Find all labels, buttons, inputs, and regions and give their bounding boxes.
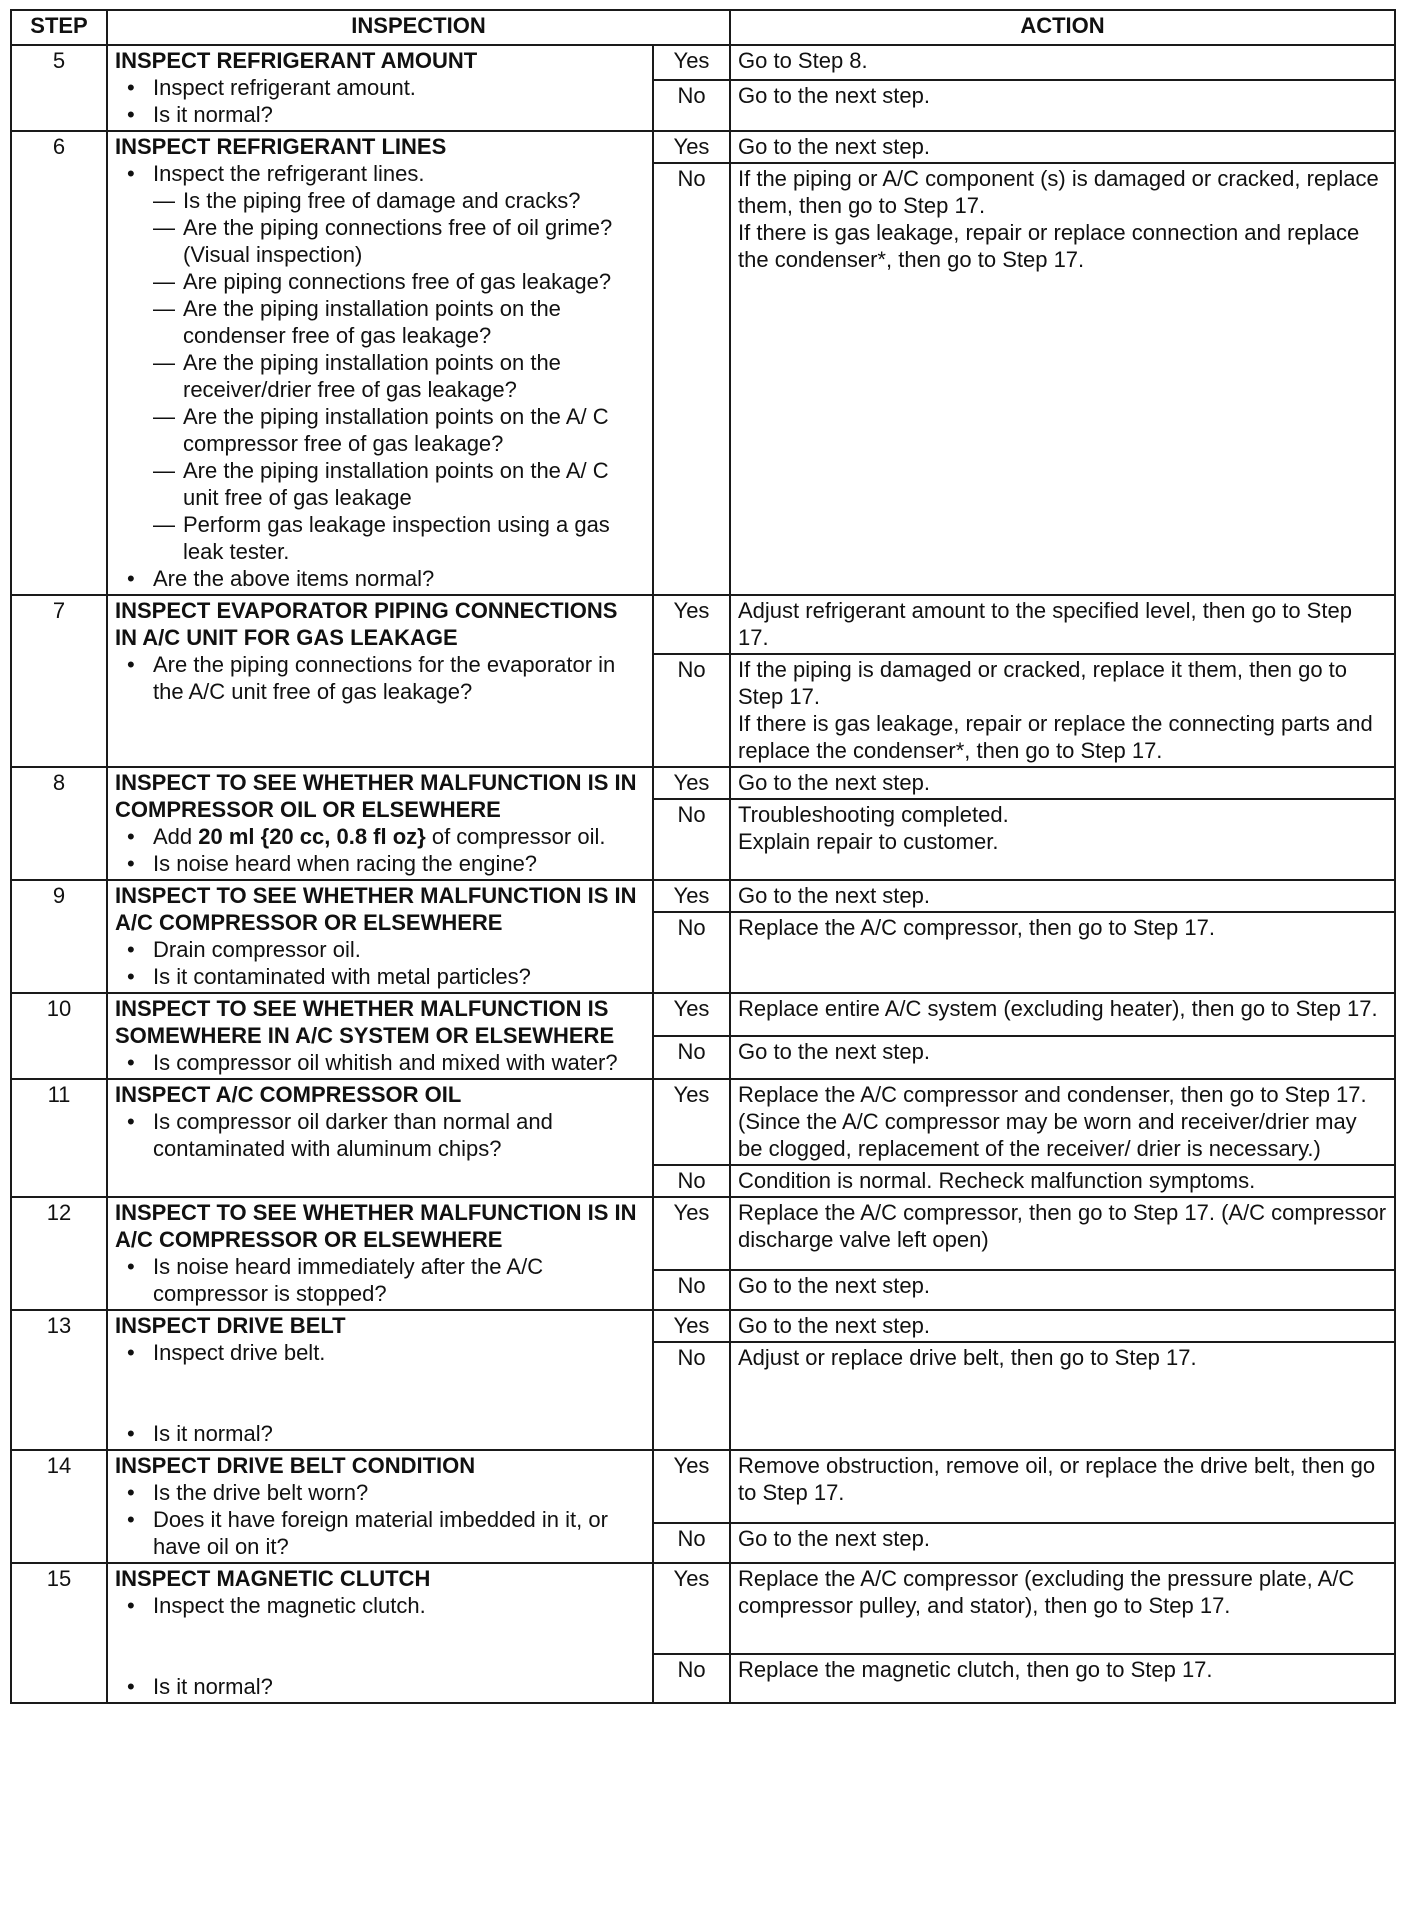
bullet-item: • Is noise heard immediately after the A/C compressor is stopped? — [115, 1253, 645, 1307]
table-row — [11, 1563, 1395, 1654]
inspection-title: INSPECT EVAPORATOR PIPING CONNECTIONS IN A/C UNIT FOR GAS LEAKAGE — [115, 598, 618, 650]
yes-action: Go to the next step. — [730, 131, 1395, 163]
sub-item: — Are the piping installation points on the A/ C unit free of gas leakage — [153, 457, 645, 511]
bullet-item — [115, 160, 645, 565]
no-action: Adjust or replace drive belt, then go to Step 17. — [730, 1342, 1395, 1450]
bullet-item: • Is it normal? — [115, 1420, 645, 1447]
yes-label: Yes — [653, 1450, 730, 1523]
sub-item: — Are the piping installation points on the A/ C compressor free of gas leakage? — [153, 403, 645, 457]
header-step: STEP — [11, 10, 107, 45]
bullet-text: Add — [153, 824, 199, 849]
bullet-item: • Is compressor oil darker than normal and contaminated with aluminum chips? — [115, 1108, 645, 1162]
bullet-list — [115, 1592, 645, 1700]
yes-label: Yes — [653, 1197, 730, 1270]
table-row — [11, 1450, 1395, 1523]
inspection-title: INSPECT A/C COMPRESSOR OIL — [115, 1082, 462, 1107]
inspection-title: INSPECT TO SEE WHETHER MALFUNCTION IS IN A/C COMPRESSOR OR ELSEWHERE — [115, 1200, 637, 1252]
no-label: No — [653, 1342, 730, 1450]
step-number: 15 — [11, 1563, 107, 1703]
step-number: 14 — [11, 1450, 107, 1563]
step-number: 10 — [11, 993, 107, 1079]
table-row — [11, 1197, 1395, 1270]
bullet-list — [115, 823, 645, 877]
inspection-title: INSPECT REFRIGERANT AMOUNT — [115, 48, 478, 73]
bullet-text: Inspect the refrigerant lines. — [153, 161, 425, 186]
no-label: No — [653, 654, 730, 767]
action-line: Troubleshooting completed. — [738, 802, 1009, 827]
bullet-item: • Drain compressor oil. — [115, 936, 645, 963]
table-row — [11, 131, 1395, 163]
no-label: No — [653, 799, 730, 880]
table-row — [11, 993, 1395, 1036]
inspection-title: INSPECT DRIVE BELT CONDITION — [115, 1453, 476, 1478]
bullet-text: of compressor oil. — [425, 824, 606, 849]
table-row — [11, 595, 1395, 654]
step-number: 8 — [11, 767, 107, 880]
troubleshooting-table — [10, 9, 1396, 1704]
action-line: If the piping or A/C component (s) is damaged or cracked, replace them, then go to Step 17. — [738, 166, 1379, 218]
yes-action: Replace the A/C compressor and condenser, then go to Step 17. (Since the A/C compressor may be worn and receiver/drier may be clogged, replacement of the receiver/ drier is necessary.) — [730, 1079, 1395, 1165]
yes-action: Go to the next step. — [730, 880, 1395, 912]
yes-label: Yes — [653, 880, 730, 912]
inspection-cell — [107, 45, 653, 131]
no-action: Go to the next step. — [730, 1523, 1395, 1563]
bullet-item: • Does it have foreign material imbedded in it, or have oil on it? — [115, 1506, 645, 1560]
bullet-list — [115, 651, 645, 705]
yes-action: Go to the next step. — [730, 1310, 1395, 1342]
step-number: 11 — [11, 1079, 107, 1197]
no-label: No — [653, 1270, 730, 1310]
sub-item: — Are the piping connections free of oil grime? (Visual inspection) — [153, 214, 645, 268]
yes-label: Yes — [653, 1310, 730, 1342]
bullet-item: • Is compressor oil whitish and mixed with water? — [115, 1049, 645, 1076]
no-action: Replace the A/C compressor, then go to Step 17. — [730, 912, 1395, 993]
yes-label: Yes — [653, 1079, 730, 1165]
bullet-item: • Inspect drive belt. — [115, 1339, 645, 1366]
table-row — [11, 767, 1395, 799]
bullet-item: • Is it normal? — [115, 101, 645, 128]
bullet-list — [115, 1049, 645, 1076]
bullet-item: • Is noise heard when racing the engine? — [115, 850, 645, 877]
sub-item: — Are piping connections free of gas leakage? — [153, 268, 645, 295]
bullet-item: • Inspect refrigerant amount. — [115, 74, 645, 101]
inspection-title: INSPECT MAGNETIC CLUTCH — [115, 1566, 431, 1591]
no-label: No — [653, 163, 730, 595]
yes-label: Yes — [653, 131, 730, 163]
inspection-title: INSPECT DRIVE BELT — [115, 1313, 346, 1338]
step-number: 6 — [11, 131, 107, 595]
bullet-item: • Are the piping connections for the evaporator in the A/C unit free of gas leakage? — [115, 651, 645, 705]
bullet-list — [115, 1339, 645, 1447]
no-action: Go to the next step. — [730, 80, 1395, 131]
inspection-title: INSPECT TO SEE WHETHER MALFUNCTION IS SOMEWHERE IN A/C SYSTEM OR ELSEWHERE — [115, 996, 615, 1048]
oil-quantity: 20 ml {20 cc, 0.8 fl oz} — [198, 824, 426, 849]
action-line: If there is gas leakage, repair or replace the connecting parts and replace the condenser*, then go to Step 17. — [738, 711, 1373, 763]
header-inspection: INSPECTION — [107, 10, 730, 45]
bullet-list — [115, 160, 645, 592]
yes-label: Yes — [653, 595, 730, 654]
no-action — [730, 163, 1395, 595]
no-label: No — [653, 1165, 730, 1197]
sub-item: — Perform gas leakage inspection using a gas leak tester. — [153, 511, 645, 565]
no-action: Replace the magnetic clutch, then go to Step 17. — [730, 1654, 1395, 1703]
table-row — [11, 880, 1395, 912]
action-line: If the piping is damaged or cracked, replace it them, then go to Step 17. — [738, 657, 1348, 709]
no-label: No — [653, 1523, 730, 1563]
bullet-list — [115, 1253, 645, 1307]
inspection-cell — [107, 131, 653, 595]
action-line: Explain repair to customer. — [738, 829, 999, 854]
yes-action: Replace the A/C compressor (excluding the pressure plate, A/C compressor pulley, and stator), then go to Step 17. — [730, 1563, 1395, 1654]
bullet-list — [115, 1108, 645, 1162]
step-number: 13 — [11, 1310, 107, 1450]
inspection-title: INSPECT TO SEE WHETHER MALFUNCTION IS IN COMPRESSOR OIL OR ELSEWHERE — [115, 770, 637, 822]
yes-action: Go to Step 8. — [730, 45, 1395, 80]
step-number: 9 — [11, 880, 107, 993]
inspection-cell — [107, 993, 653, 1079]
inspection-cell — [107, 595, 653, 767]
yes-action: Replace the A/C compressor, then go to Step 17. (A/C compressor discharge valve left open) — [730, 1197, 1395, 1270]
yes-action: Remove obstruction, remove oil, or replace the drive belt, then go to Step 17. — [730, 1450, 1395, 1523]
inspection-title: INSPECT TO SEE WHETHER MALFUNCTION IS IN A/C COMPRESSOR OR ELSEWHERE — [115, 883, 637, 935]
no-label: No — [653, 80, 730, 131]
yes-action: Replace entire A/C system (excluding heater), then go to Step 17. — [730, 993, 1395, 1036]
inspection-cell — [107, 880, 653, 993]
sub-item: — Are the piping installation points on the condenser free of gas leakage? — [153, 295, 645, 349]
header-action: ACTION — [730, 10, 1395, 45]
sub-item: — Are the piping installation points on the receiver/drier free of gas leakage? — [153, 349, 645, 403]
yes-action: Go to the next step. — [730, 767, 1395, 799]
table-header-row — [11, 10, 1395, 45]
bullet-item: • Is it normal? — [115, 1673, 645, 1700]
bullet-list — [115, 1479, 645, 1560]
inspection-cell — [107, 1310, 653, 1450]
yes-label: Yes — [653, 45, 730, 80]
yes-label: Yes — [653, 767, 730, 799]
no-label: No — [653, 1654, 730, 1703]
no-action — [730, 799, 1395, 880]
yes-action: Adjust refrigerant amount to the specified level, then go to Step 17. — [730, 595, 1395, 654]
inspection-cell — [107, 1079, 653, 1197]
bullet-item: • Is it contaminated with metal particles? — [115, 963, 645, 990]
table-row — [11, 1079, 1395, 1165]
no-action: Go to the next step. — [730, 1270, 1395, 1310]
inspection-cell — [107, 1450, 653, 1563]
table-row — [11, 45, 1395, 80]
step-number: 5 — [11, 45, 107, 131]
bullet-item: • Inspect the magnetic clutch. — [115, 1592, 645, 1619]
bullet-item: • Are the above items normal? — [115, 565, 645, 592]
step-number: 7 — [11, 595, 107, 767]
no-label: No — [653, 912, 730, 993]
inspection-cell — [107, 1563, 653, 1703]
inspection-title: INSPECT REFRIGERANT LINES — [115, 134, 447, 159]
sub-item: — Is the piping free of damage and cracks? — [153, 187, 645, 214]
inspection-cell — [107, 1197, 653, 1310]
no-label: No — [653, 1036, 730, 1079]
table-row — [11, 1310, 1395, 1342]
bullet-item: • Is the drive belt worn? — [115, 1479, 645, 1506]
bullet-list — [115, 74, 645, 128]
bullet-list — [115, 936, 645, 990]
sub-list — [153, 187, 645, 565]
yes-label: Yes — [653, 1563, 730, 1654]
inspection-cell — [107, 767, 653, 880]
no-action: Condition is normal. Recheck malfunction symptoms. — [730, 1165, 1395, 1197]
yes-label: Yes — [653, 993, 730, 1036]
no-action — [730, 654, 1395, 767]
no-action: Go to the next step. — [730, 1036, 1395, 1079]
bullet-item — [115, 823, 645, 850]
troubleshooting-page — [10, 9, 1394, 1704]
step-number: 12 — [11, 1197, 107, 1310]
action-line: If there is gas leakage, repair or replace connection and replace the condenser*, then go to Step 17. — [738, 220, 1360, 272]
